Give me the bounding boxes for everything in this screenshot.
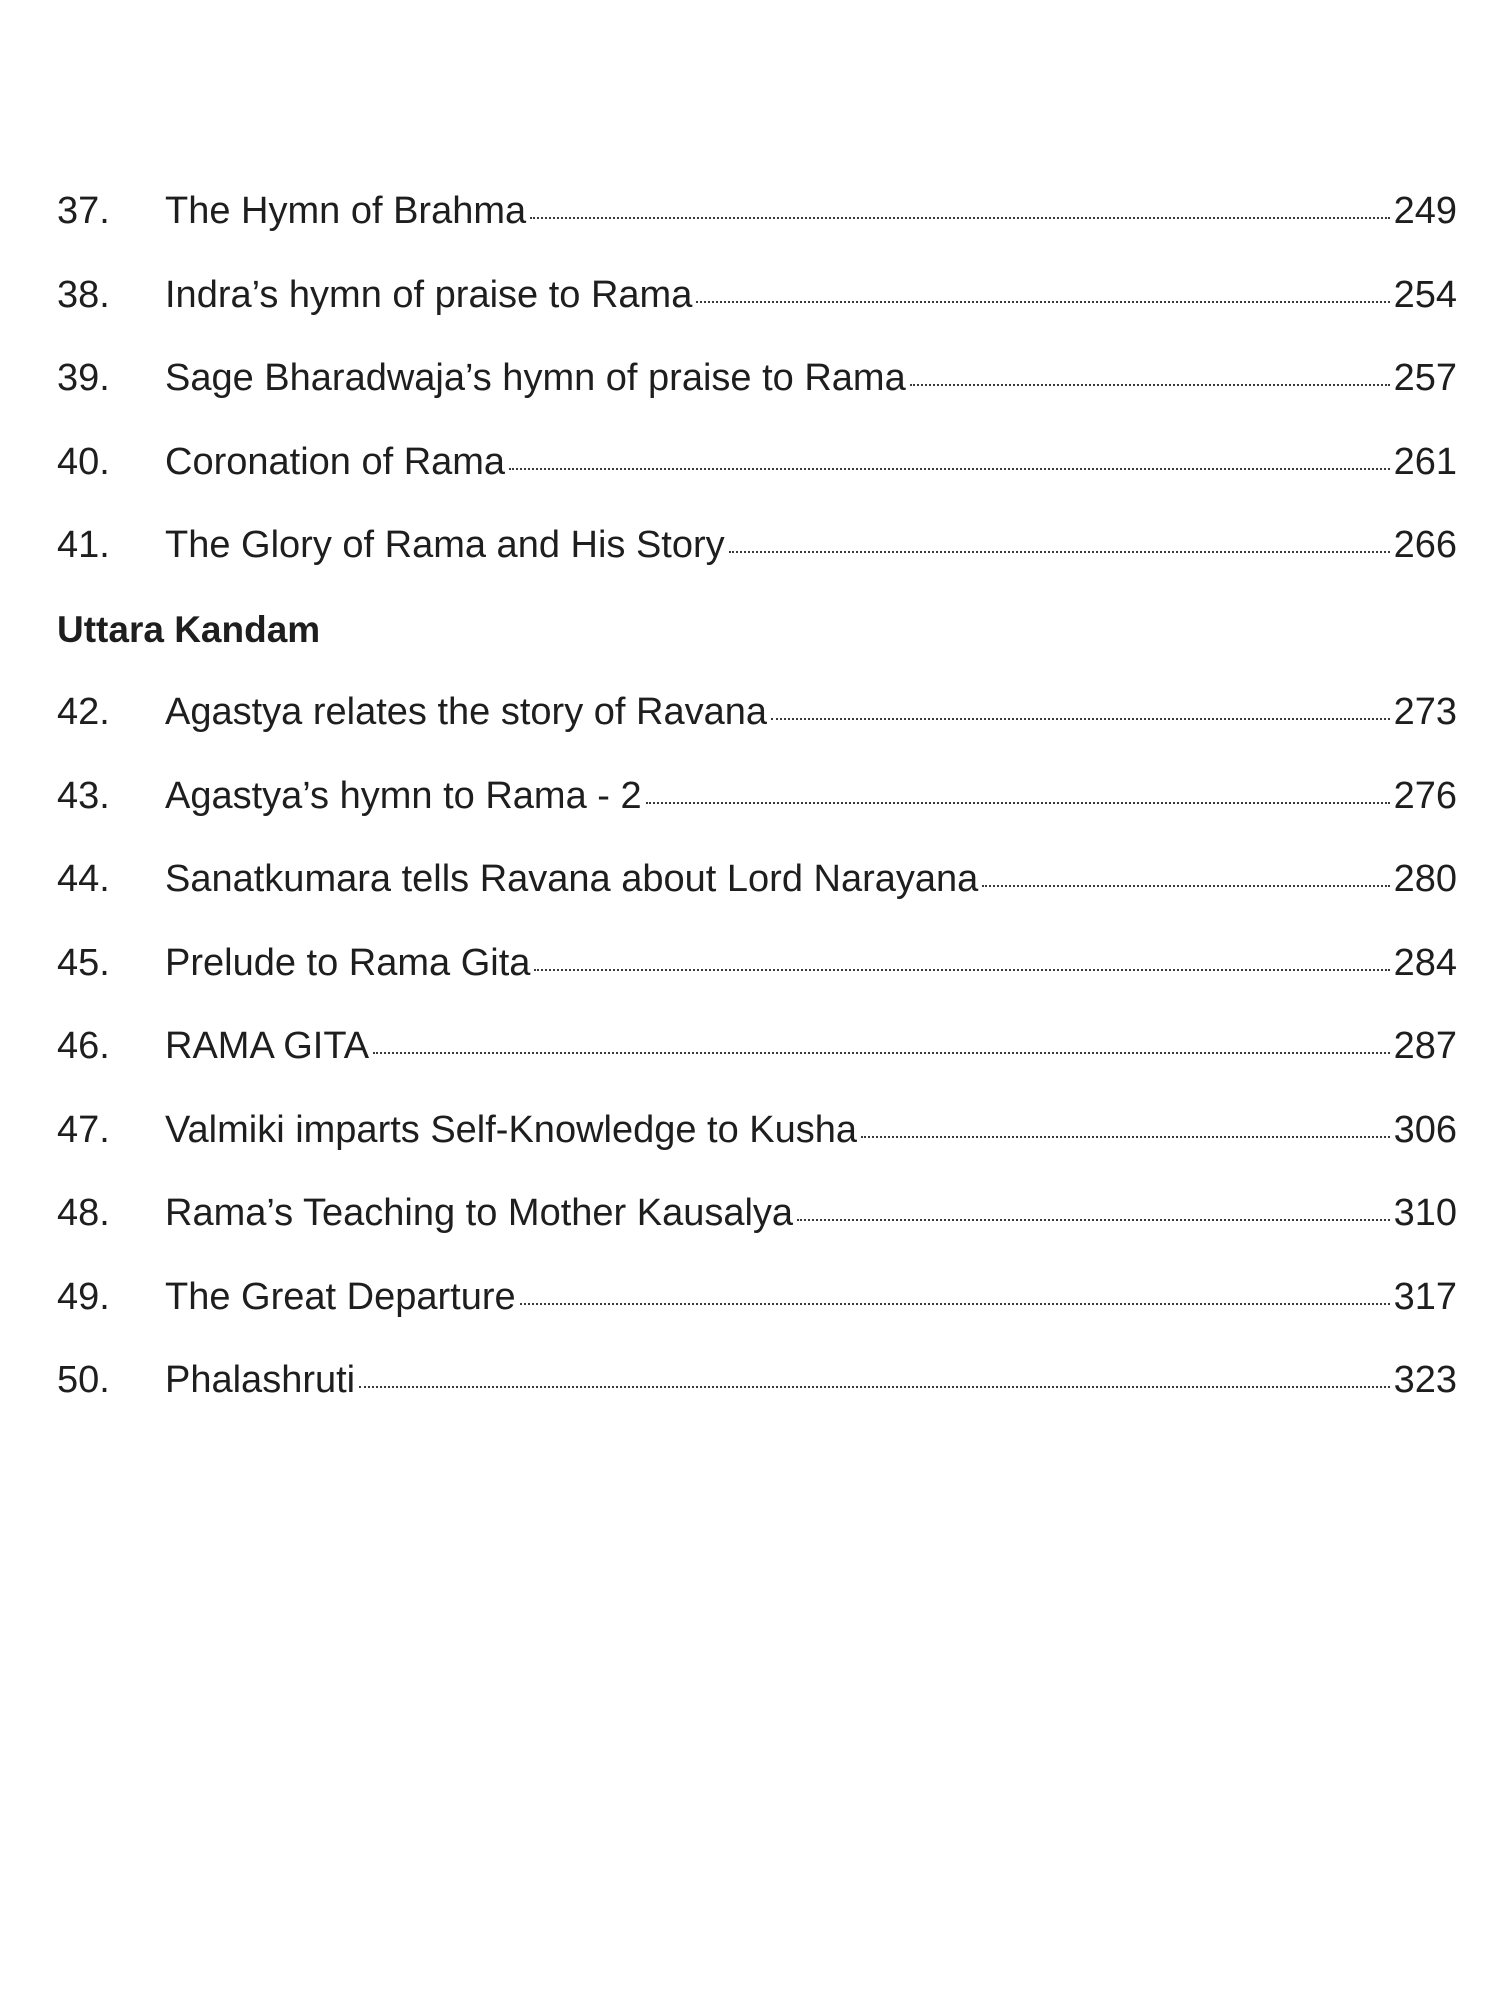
entry-page-number: 257: [1393, 357, 1457, 399]
dot-leader: [534, 969, 1389, 971]
entry-page-number: 310: [1393, 1192, 1457, 1234]
dot-leader: [359, 1386, 1389, 1388]
entry-title: Agastya relates the story of Ravana: [165, 691, 767, 733]
dot-leader: [910, 384, 1390, 386]
entry-number: 47.: [57, 1108, 110, 1151]
entry-title: Sanatkumara tells Ravana about Lord Narayana: [165, 858, 979, 900]
toc-entry: [57, 1089, 1457, 1173]
entry-title: The Hymn of Brahma: [165, 190, 527, 232]
dot-leader: [530, 217, 1389, 219]
entry-number: 42.: [57, 691, 110, 733]
entry-page-number: 280: [1393, 858, 1457, 900]
toc-entry: [57, 170, 1457, 254]
dot-leader: [520, 1303, 1390, 1305]
entry-title: Coronation of Rama: [165, 440, 506, 483]
entry-page-number: 284: [1393, 941, 1457, 984]
entry-page-number: 261: [1393, 440, 1457, 483]
entry-page-number: 254: [1393, 273, 1457, 316]
toc-entry: [57, 1256, 1457, 1340]
entry-page-number: 323: [1393, 1359, 1457, 1401]
dot-leader: [696, 301, 1389, 303]
entry-page-number: 306: [1393, 1108, 1457, 1151]
entry-title: RAMA GITA: [165, 1025, 370, 1067]
entry-number: 40.: [57, 440, 110, 483]
dot-leader: [729, 551, 1390, 553]
entry-title: Indra’s hymn of praise to Rama: [165, 273, 693, 316]
entry-number: 44.: [57, 858, 110, 900]
toc-entry: [57, 254, 1457, 338]
entry-page-number: 249: [1393, 190, 1457, 232]
entry-page-number: 287: [1393, 1025, 1457, 1067]
toc-entry: [57, 421, 1457, 505]
entry-number: 37.: [57, 190, 110, 232]
entry-page-number: 273: [1393, 691, 1457, 733]
entry-title: Valmiki imparts Self-Knowledge to Kusha: [165, 1108, 858, 1151]
toc-entry: [57, 504, 1457, 588]
entry-number: 46.: [57, 1025, 110, 1067]
dot-leader: [771, 718, 1390, 720]
entry-title: Prelude to Rama Gita: [165, 941, 531, 984]
toc-entry: [57, 838, 1457, 922]
dot-leader: [373, 1052, 1389, 1054]
entry-title: The Glory of Rama and His Story: [165, 524, 725, 566]
entry-title: Sage Bharadwaja’s hymn of praise to Rama: [165, 357, 906, 399]
entry-page-number: 266: [1393, 524, 1457, 566]
dot-leader: [646, 802, 1390, 804]
section-heading: Uttara Kandam: [57, 608, 321, 650]
table-of-contents: [57, 170, 1457, 1423]
entry-number: 49.: [57, 1275, 110, 1318]
entry-number: 48.: [57, 1192, 110, 1234]
toc-entry: [57, 755, 1457, 839]
toc-section-uttara-kandam: [57, 588, 1457, 1423]
entry-page-number: 317: [1393, 1275, 1457, 1318]
dot-leader: [509, 468, 1390, 470]
entry-page-number: 276: [1393, 774, 1457, 817]
dot-leader: [982, 885, 1389, 887]
entry-number: 41.: [57, 524, 110, 566]
toc-entry: [57, 922, 1457, 1006]
toc-entry: [57, 671, 1457, 755]
dot-leader: [861, 1136, 1390, 1138]
entry-number: 43.: [57, 774, 110, 817]
toc-entry: [57, 337, 1457, 421]
entry-number: 50.: [57, 1359, 110, 1401]
entry-title: The Great Departure: [165, 1275, 516, 1318]
entry-number: 38.: [57, 273, 110, 316]
toc-entry: [57, 1339, 1457, 1423]
toc-entry: [57, 1172, 1457, 1256]
entry-number: 45.: [57, 941, 110, 984]
entry-number: 39.: [57, 357, 110, 399]
toc-section-continued: [57, 170, 1457, 588]
entry-title: Agastya’s hymn to Rama - 2: [165, 774, 642, 817]
entry-title: Phalashruti: [165, 1359, 356, 1401]
toc-entry: [57, 1005, 1457, 1089]
entry-title: Rama’s Teaching to Mother Kausalya: [165, 1192, 794, 1234]
dot-leader: [797, 1219, 1390, 1221]
